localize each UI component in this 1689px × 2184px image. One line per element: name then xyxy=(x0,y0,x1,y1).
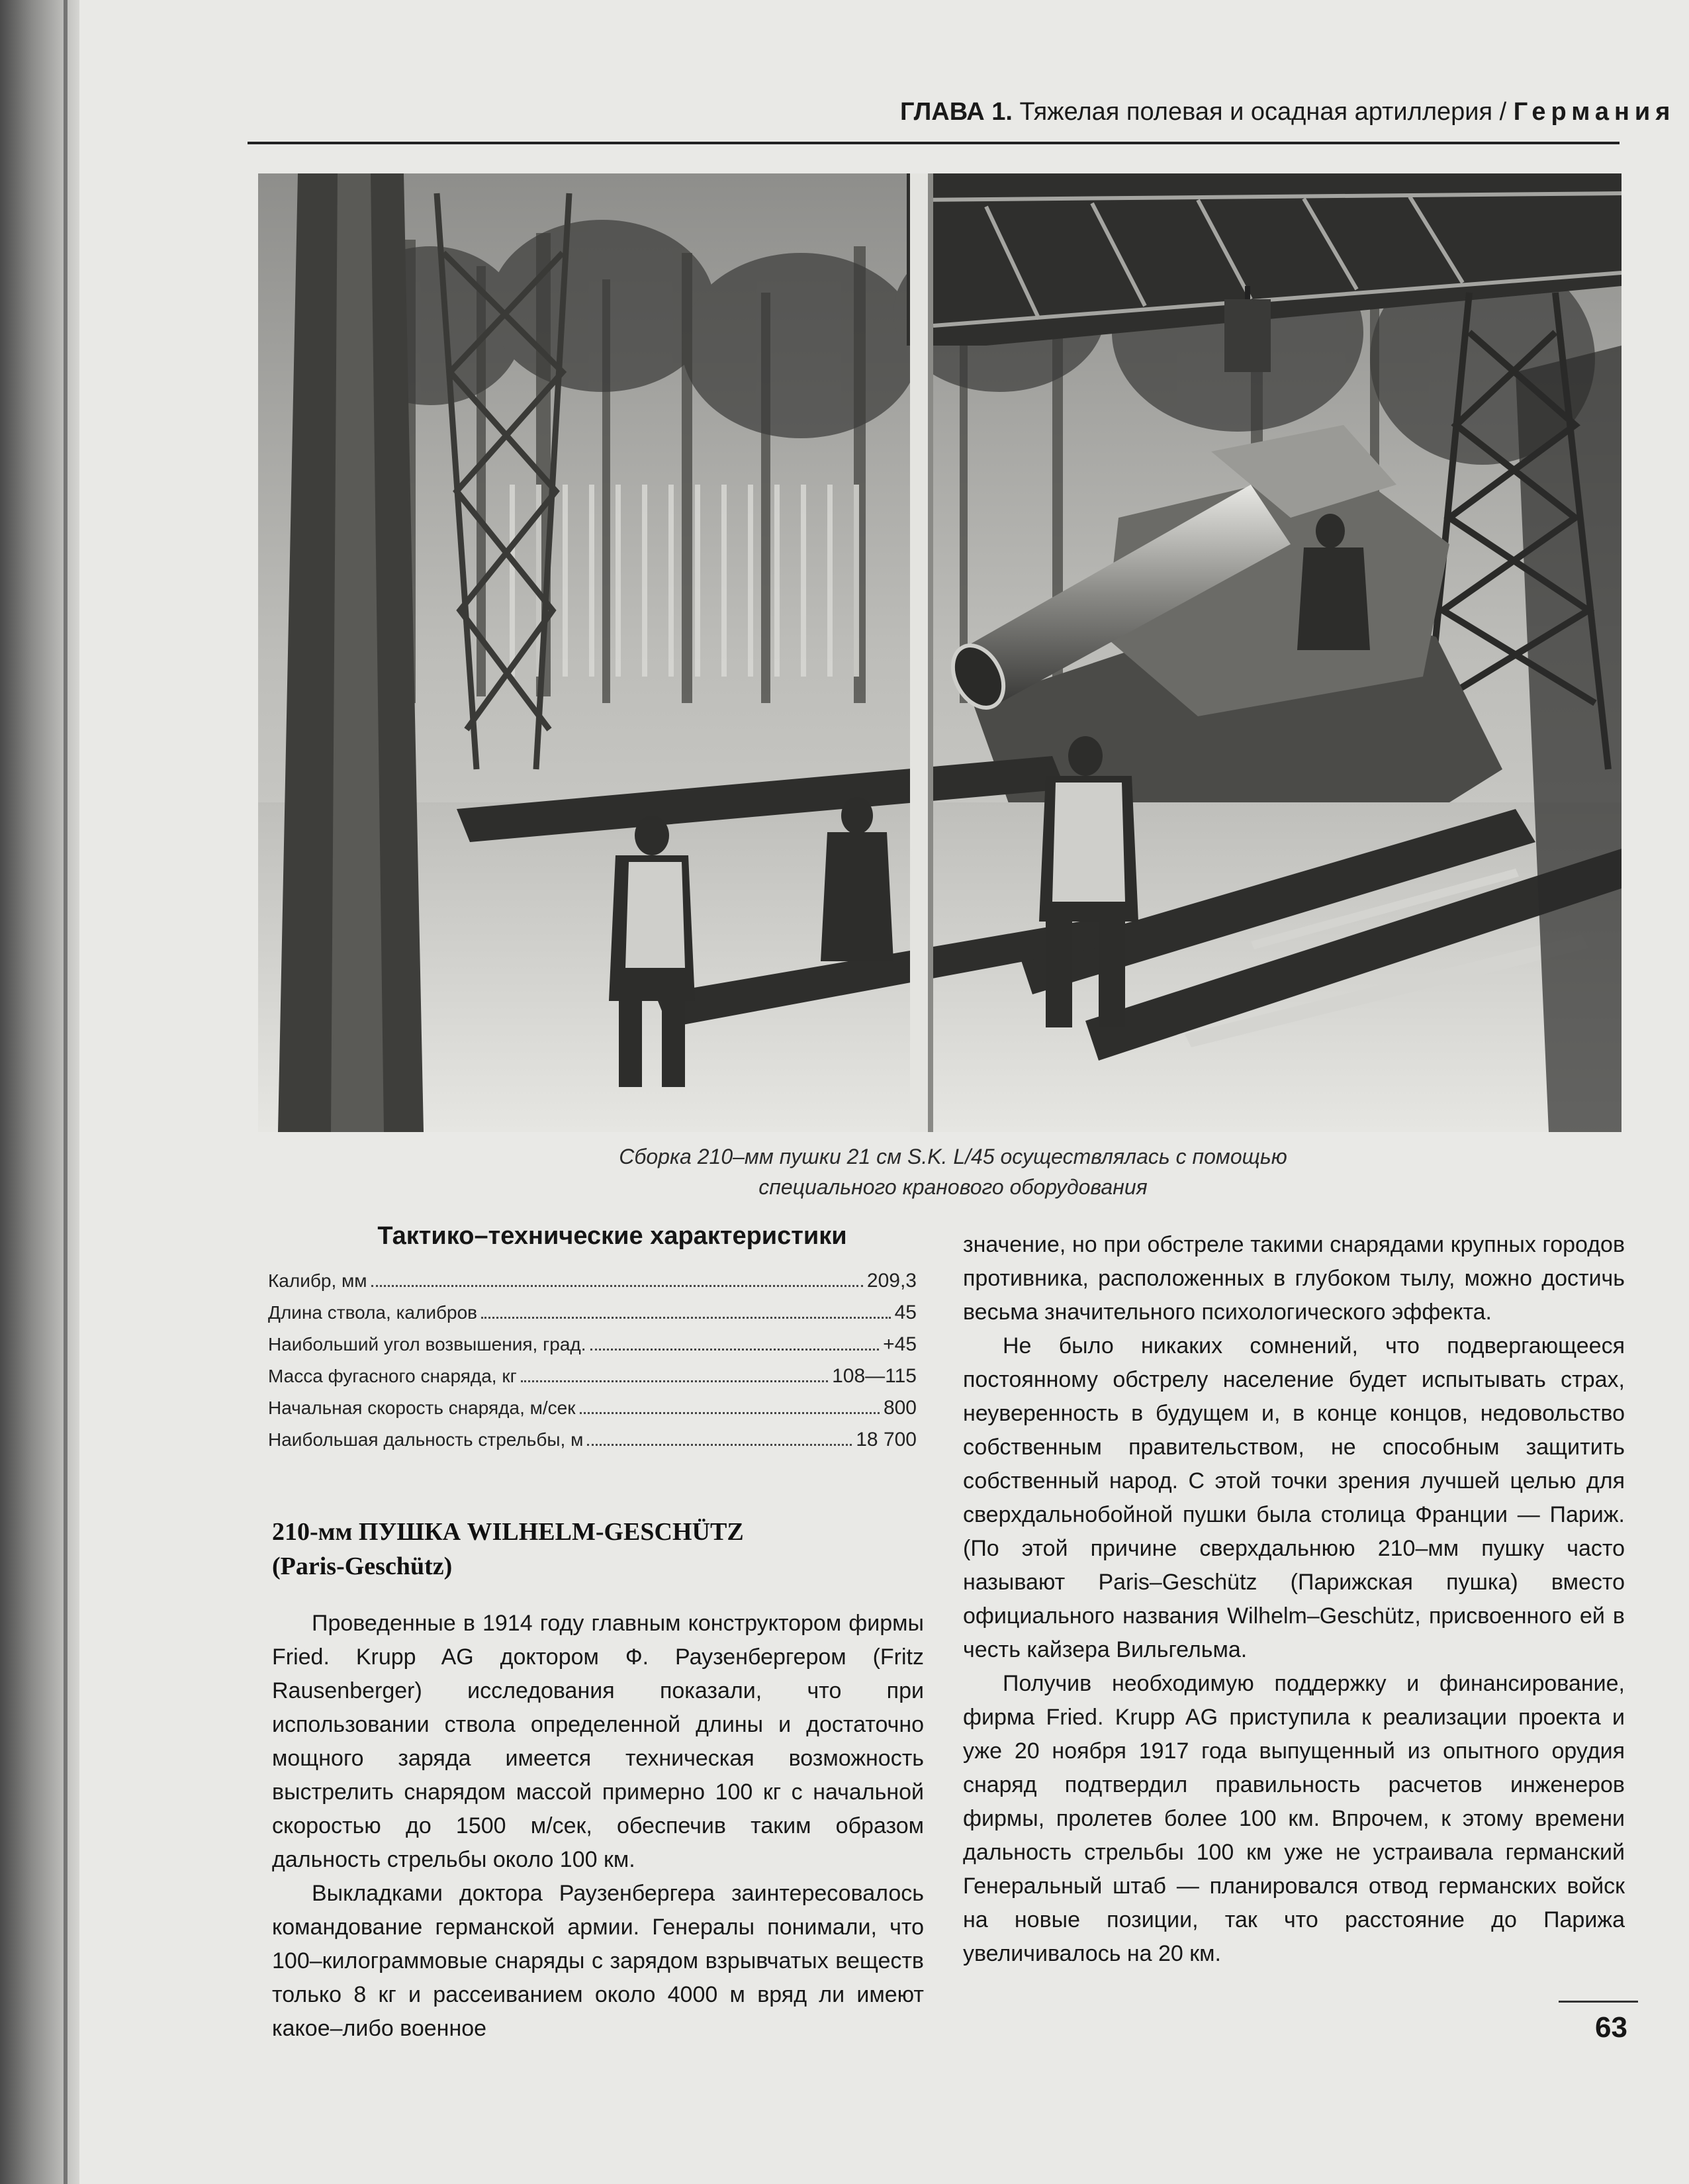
book-page xyxy=(79,0,1689,2184)
spec-row xyxy=(268,1265,917,1297)
caption-line-2: специального кранового оборудования xyxy=(758,1175,1148,1199)
dot-leader xyxy=(587,1444,852,1446)
spec-value: 18 700 xyxy=(856,1429,917,1450)
running-header xyxy=(900,98,1675,126)
header-chapter: ГЛАВА 1. xyxy=(900,98,1013,126)
spec-value: 209,3 xyxy=(866,1270,917,1292)
spec-label: Наибольшая дальность стрельбы, м xyxy=(268,1429,584,1450)
spec-row xyxy=(268,1424,917,1456)
paragraph: Получив необходимую поддержку и финансирование, фирма Fried. Krupp AG приступила к реализации проекта и уже 20 ноября 1917 года выпущенный из опытного орудия снаряд подтвердил правильность расчетов инженеров фирмы, пролетев более 100 км. Впрочем, к этому времени дальность стрельбы 100 км уже не устраивала германский Генеральный штаб — планировался отвод германских войск на новые позиции, так что расстояние до Парижа увеличивалось на 20 км. xyxy=(963,1671,1625,1966)
spec-value: 108—115 xyxy=(832,1365,917,1387)
specs-table xyxy=(268,1222,917,1456)
spec-value: 800 xyxy=(883,1397,917,1419)
spec-row xyxy=(268,1329,917,1360)
header-section: Тяжелая полевая и осадная артиллерия / xyxy=(1019,98,1507,126)
book-gutter-shadow xyxy=(0,0,79,2184)
left-text-column xyxy=(272,1607,924,2046)
paragraph: Выкладками доктора Раузенбергера заинтересовалось командование германской армии. Генералы понимали, что 100–килограммовые снаряды с зарядом взрывчатых веществ только 8 кг и рассеиванием около 4000 м вряд ли имеют какое–либо военное xyxy=(272,1881,924,2041)
photo-illustration xyxy=(258,173,1621,1132)
dot-leader xyxy=(371,1285,863,1287)
dot-leader xyxy=(590,1349,880,1351)
paragraph: Не было никаких сомнений, что подвергающееся постоянному обстрелу население будет испытывать страх, неуверенность в будущем и, в конце концов, недовольство собственным правительством, не способным защитить собственный народ. С этой точки зрения лучшей целью для сверхдальнобойной пушки была столица Франции — Париж. (По этой причине сверхдальнюю 210–мм пушку часто называют Paris–Geschütz (Парижская пушка) вместо официального названия Wilhelm–Geschütz, присвоенного ей в честь кайзера Вильгельма. xyxy=(963,1333,1625,1662)
spec-row xyxy=(268,1297,917,1329)
spec-value: +45 xyxy=(883,1333,917,1355)
header-rule xyxy=(248,142,1620,144)
section-heading-line-1: 210-мм ПУШКА WILHELM-GESCHÜTZ xyxy=(272,1518,744,1546)
paragraph: Проведенные в 1914 году главным конструктором фирмы Fried. Krupp AG доктором Ф. Раузенбергером (Fritz Rausenberger) исследования показали, что при использовании ствола определенной длины и достаточно мощного заряда имеется техническая возможность выстрелить снарядом массой примерно 100 кг с начальной скоростью до 1500 м/сек, обеспечив таким образом дальность стрельбы около 100 км. xyxy=(272,1611,924,1872)
specs-title: Тактико–технические характеристики xyxy=(377,1222,847,1250)
folio-rule xyxy=(1559,2001,1638,2003)
header-country: Германия xyxy=(1513,98,1676,126)
page-number: 63 xyxy=(1595,2011,1627,2044)
dot-leader xyxy=(521,1380,828,1382)
spec-row xyxy=(268,1360,917,1392)
photo-caption xyxy=(543,1141,1363,1202)
dot-leader xyxy=(580,1412,880,1414)
caption-line-1: Сборка 210–мм пушки 21 см S.K. L/45 осуществлялась с помощью xyxy=(619,1145,1287,1168)
section-heading xyxy=(272,1515,921,1584)
spec-row xyxy=(268,1392,917,1424)
spec-label: Масса фугасного снаряда, кг xyxy=(268,1366,517,1386)
dot-leader xyxy=(481,1317,891,1319)
paragraph-continued: значение, но при обстреле такими снарядами крупных городов противника, расположенных в глубоком тылу, можно достичь весьма значительного психологического эффекта. xyxy=(963,1232,1625,1325)
spec-label: Калибр, мм xyxy=(268,1270,367,1291)
section-heading-line-2: (Paris-Geschütz) xyxy=(272,1552,453,1580)
book-page-edge xyxy=(64,0,68,2184)
spec-label: Начальная скорость снаряда, м/сек xyxy=(268,1398,576,1418)
spec-value: 45 xyxy=(894,1302,917,1323)
artillery-assembly-photo xyxy=(258,173,1621,1132)
right-text-column xyxy=(963,1228,1625,1971)
spec-label: Наибольший угол возвышения, град. xyxy=(268,1334,586,1354)
spec-label: Длина ствола, калибров xyxy=(268,1302,478,1323)
